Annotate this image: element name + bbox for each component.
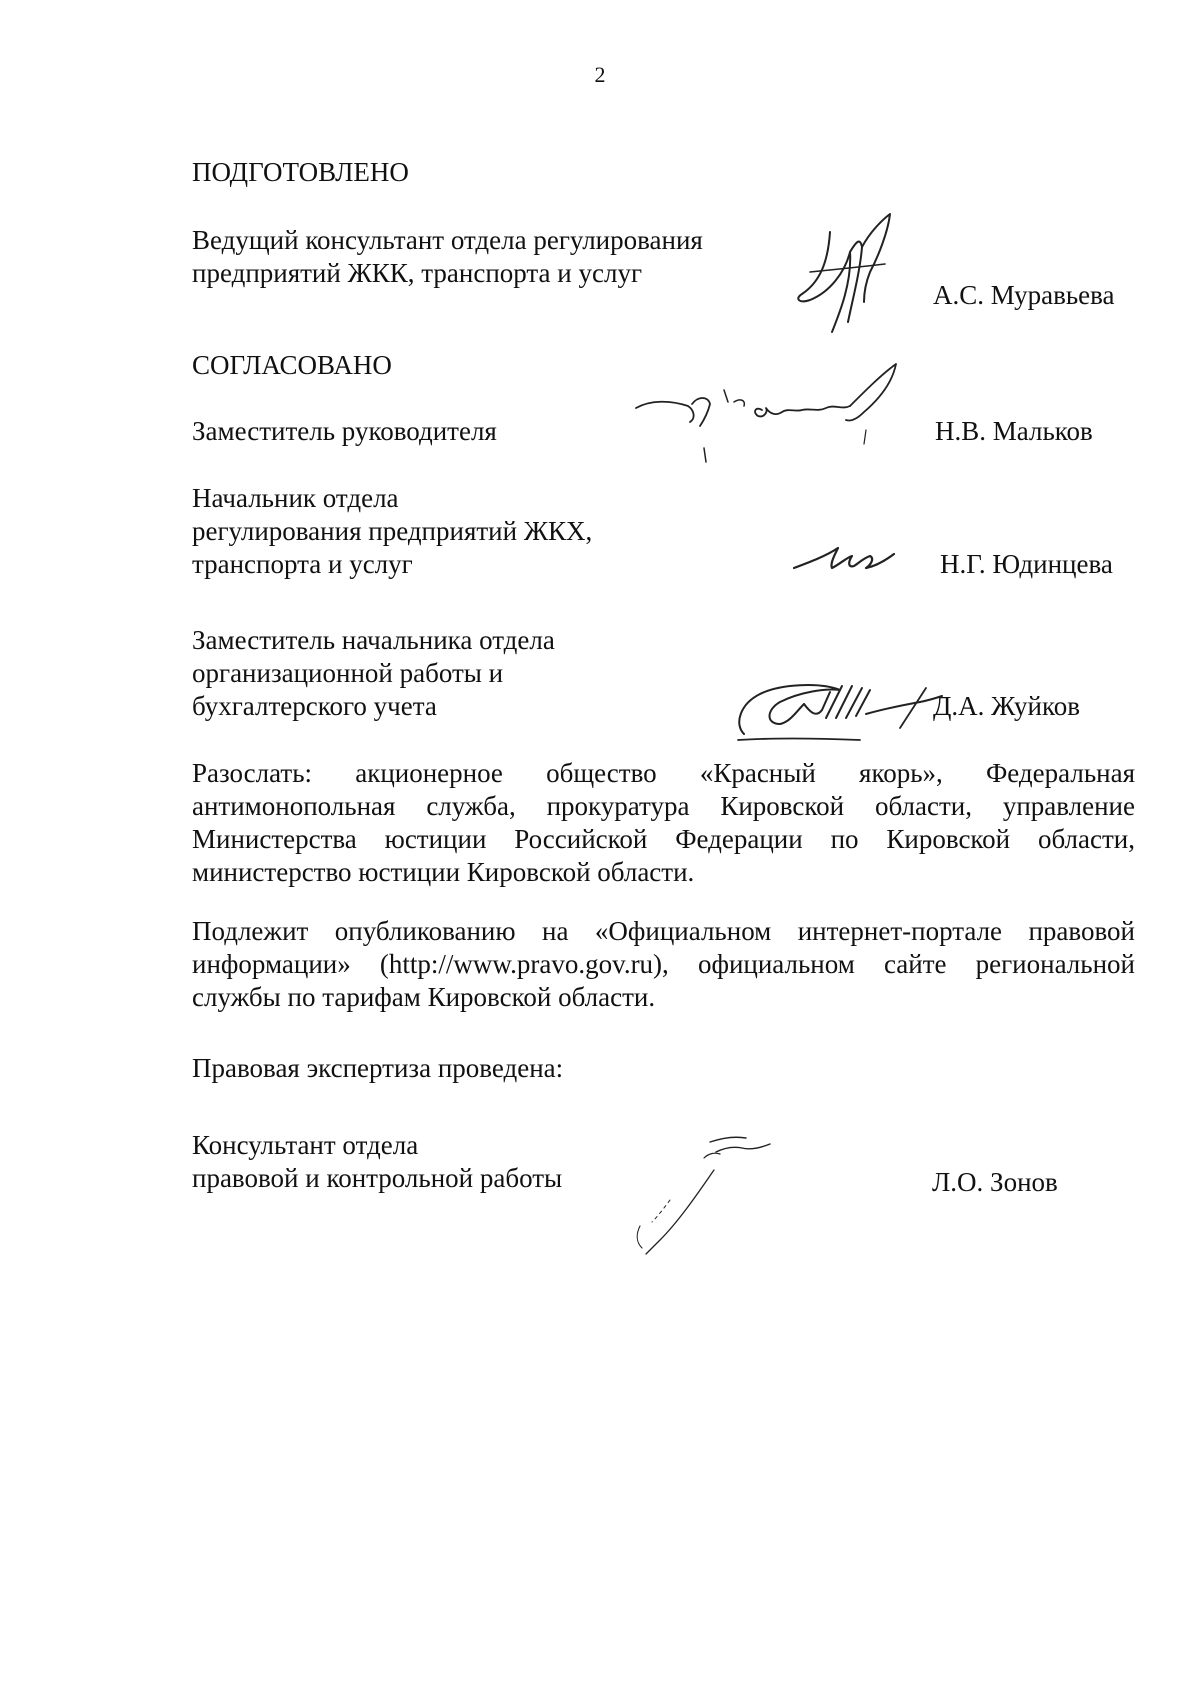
- prepared-position-line: предприятий ЖКК, транспорта и услуг: [192, 258, 643, 288]
- agreed-heading: СОГЛАСОВАНО: [192, 350, 392, 380]
- publication-line: службы по тарифам Кировской области.: [192, 982, 656, 1012]
- publication-line: Подлежит опубликованию на «Официальном интернет-портале правовой: [192, 916, 1135, 946]
- agreed-position-line: регулирования предприятий ЖКХ,: [192, 516, 593, 546]
- prepared-position-line: Ведущий консультант отдела регулирования: [192, 225, 703, 255]
- publication-paragraph: [192, 915, 1135, 1014]
- agreed-position-line: Заместитель руководителя: [192, 416, 497, 446]
- distribution-line: Министерства юстиции Российской Федерации по Кировской области,: [192, 824, 1135, 854]
- legal-review-signer-name: Л.О. Зонов: [932, 1167, 1058, 1197]
- signature-zonov: [630, 1130, 830, 1260]
- legal-review-position-line: Консультант отдела: [192, 1130, 419, 1160]
- distribution-line: антимонопольная служба, прокуратура Кировской области, управление: [192, 791, 1135, 821]
- agreed-position-line: Начальник отдела: [192, 483, 399, 513]
- agreed-position-line: организационной работы и: [192, 658, 504, 688]
- agreed-position-line: бухгалтерского учета: [192, 691, 437, 721]
- agreed-signer-name: Н.Г. Юдинцева: [940, 549, 1113, 579]
- legal-review-position-line: правовой и контрольной работы: [192, 1163, 563, 1193]
- signature-muravyeva: [790, 212, 920, 342]
- signature-malkov: [630, 360, 930, 470]
- publication-line: информации» (http://www.pravo.gov.ru), официальном сайте региональной: [192, 949, 1135, 979]
- distribution-line: Разослать: акционерное общество «Красный якорь», Федеральная: [192, 758, 1135, 788]
- distribution-line: министерство юстиции Кировской области.: [192, 857, 695, 887]
- legal-review-text: Правовая экспертиза проведена:: [192, 1053, 564, 1083]
- distribution-paragraph: [192, 757, 1135, 889]
- signature-yudintseva: [790, 538, 900, 578]
- page-number: 2: [594, 62, 606, 87]
- agreed-signer-name: Н.В. Мальков: [935, 416, 1093, 446]
- prepared-heading: ПОДГОТОВЛЕНО: [192, 157, 409, 187]
- agreed-position-line: Заместитель начальника отдела: [192, 625, 555, 655]
- agreed-signer-name: Д.А. Жуйков: [933, 691, 1080, 721]
- prepared-signer-name: А.С. Муравьева: [933, 280, 1115, 310]
- agreed-position-line: транспорта и услуг: [192, 549, 413, 579]
- signature-zhuikov: [730, 668, 950, 748]
